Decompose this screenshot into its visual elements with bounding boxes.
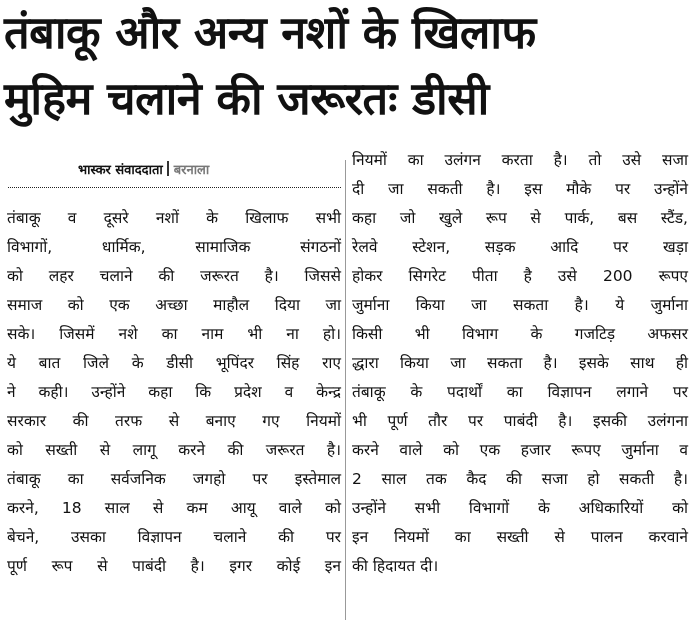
headline-line-2: मुहिम चलाने की जरूरतः डीसी — [4, 72, 489, 125]
body-line: करने, 18 साल से कम आयू वाले को — [7, 499, 341, 517]
body-line: को सख्ती से लागू करने की जरूरत है। — [7, 441, 341, 459]
body-line: तंबाकू का सर्वजनिक जगहो पर इस्तेमाल — [7, 470, 341, 488]
body-line: कहा जो खुले रूप से पार्क, बस स्टैंड, — [352, 209, 688, 227]
body-line: किसी भी विभाग के गजटिड़ अफसर — [352, 325, 688, 343]
body-line: 2 साल तक कैद की सजा हो सकती है। — [352, 470, 688, 488]
body-line: ने कही। उन्होंने कहा कि प्रदेश व केन्द्र — [7, 383, 341, 401]
body-line: पूर्ण रूप से पाबंदी है। इगर कोई इन — [7, 557, 341, 575]
body-line: तंबाकू के पदार्थों का विज्ञापन लगाने पर — [352, 383, 688, 401]
body-line: इन नियमों का सख्ती से पालन करवाने — [352, 528, 688, 546]
body-column-left — [7, 204, 341, 581]
body-line: दी जा सकती है। इस मौके पर उन्होंने — [352, 180, 688, 198]
body-line: सरकार की तरफ से बनाए गए नियमों — [7, 412, 341, 430]
column-divider — [345, 160, 346, 620]
body-line: समाज को एक अच्छा माहौल दिया जा — [7, 296, 341, 314]
body-line: नियमों का उलंगन करता है। तो उसे सजा — [352, 151, 688, 169]
body-column-right — [352, 146, 688, 581]
body-line: होकर सिगरेट पीता है उसे 200 रूपए — [352, 267, 688, 285]
body-line: रेलवे स्टेशन, सड़क आदि पर खड़ा — [352, 238, 688, 256]
byline-place: बरनाला — [173, 163, 210, 178]
body-line: ये बात जिले के डीसी भूपिंदर सिंह राए — [7, 354, 341, 372]
body-line: को लहर चलाने की जरूरत है। जिससे — [7, 267, 341, 285]
byline-divider — [8, 187, 341, 188]
body-line: तंबाकू व दूसरे नशों के खिलाफ सभी — [7, 209, 341, 227]
body-line: बेचने, उसका विज्ञापन चलाने की पर — [7, 528, 341, 546]
body-line: द्धारा किया जा सकता है। इसके साथ ही — [352, 354, 688, 372]
body-line: भी पूर्ण तौर पर पाबंदी है। इसकी उलंगना — [352, 412, 688, 430]
headline-line-1: तंबाकू और अन्य नशों के खिलाफ — [4, 6, 536, 59]
body-line: विभागों, धार्मिक, सामाजिक संगठनों — [7, 238, 341, 256]
byline-separator — [167, 161, 169, 176]
byline — [78, 161, 209, 180]
body-line: की हिदायत दी। — [352, 557, 439, 575]
headline — [4, 0, 690, 132]
body-line: उन्होंने सभी विभागों के अधिकारियों को — [352, 499, 688, 517]
body-line: करने वाले को एक हजार रूपए जुर्माना व — [352, 441, 688, 459]
body-line: जुर्माना किया जा सकता है। ये जुर्माना — [352, 296, 688, 314]
body-line: सके। जिसमें नशे का नाम भी ना हो। — [7, 325, 341, 343]
byline-reporter: भास्कर संवाददाता — [78, 163, 163, 178]
